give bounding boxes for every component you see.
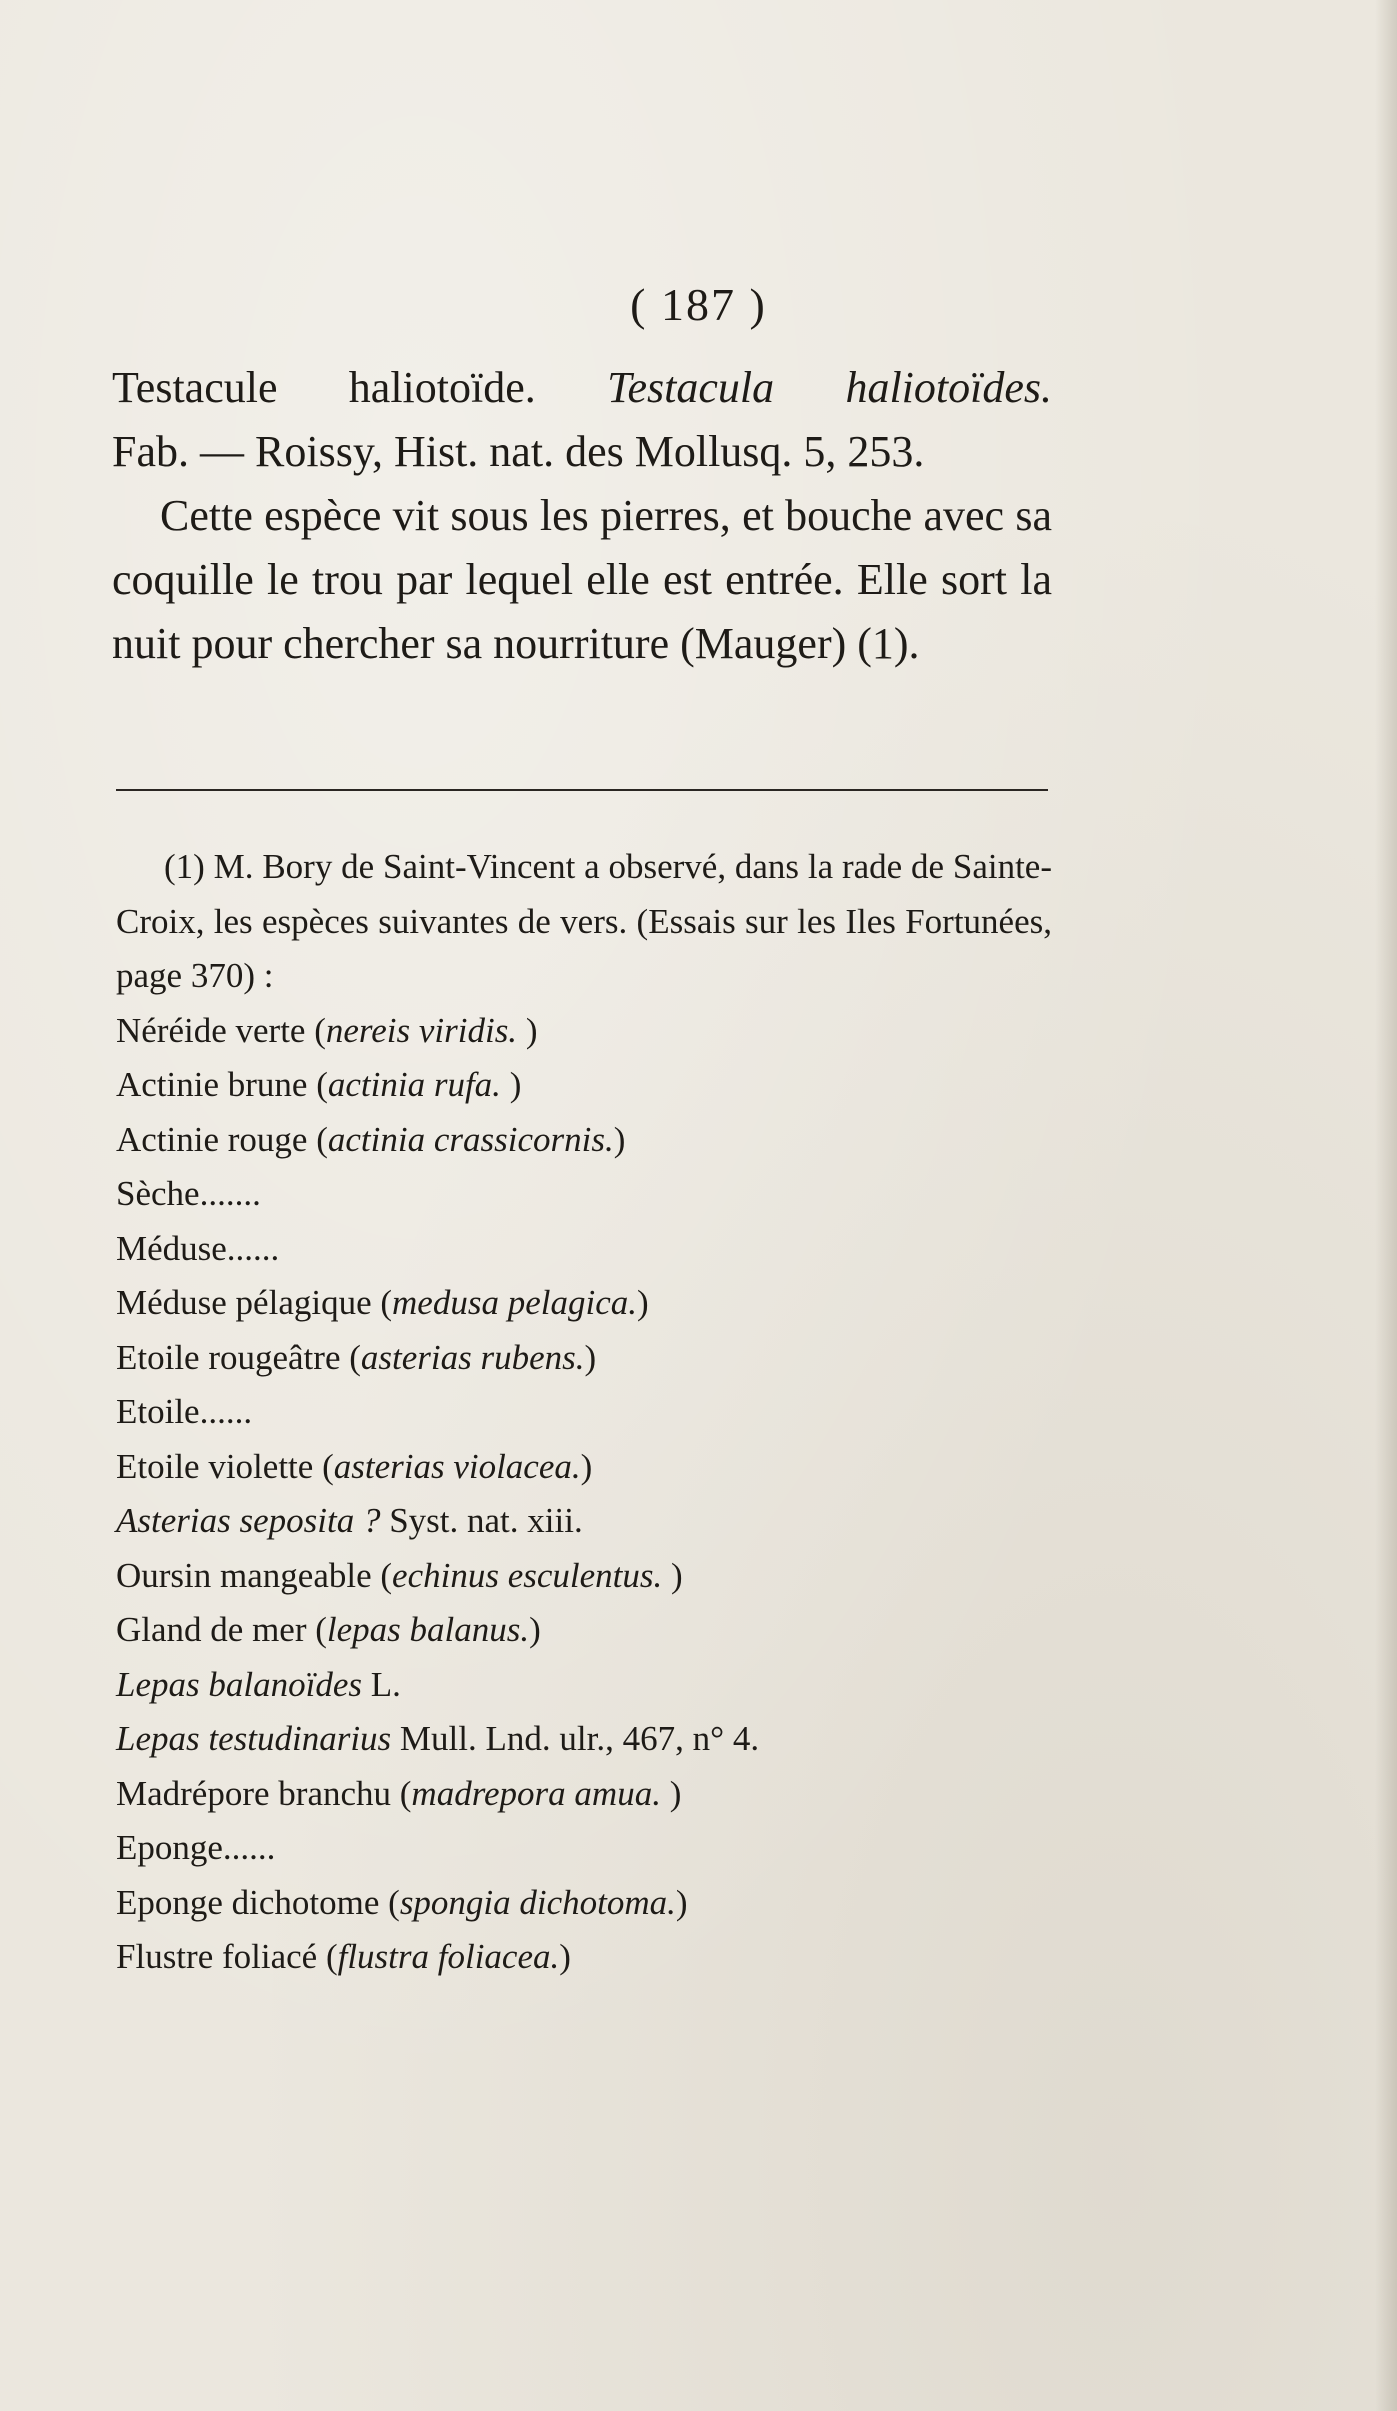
latin-name: spongia dichotoma.: [399, 1882, 676, 1922]
latin-name: Asterias seposita ?: [116, 1501, 381, 1540]
latin-name: lepas balanus.: [326, 1610, 530, 1649]
reference-text: Syst. nat. xiii.: [380, 1501, 583, 1540]
close-paren: ): [580, 1446, 593, 1486]
footnote-species-line: [116, 1603, 1052, 1658]
latin-name: actinia rufa.: [327, 1065, 501, 1104]
latin-name: asterias rubens.: [360, 1337, 585, 1377]
species-name: Etoile rougeâtre: [116, 1337, 341, 1377]
open-paren: (: [306, 1610, 327, 1649]
footnote-species-line: [116, 1658, 1052, 1713]
species-name: Actinie rouge: [116, 1119, 308, 1159]
footnote-species-line: [116, 1004, 1052, 1059]
latin-name: asterias violacea.: [333, 1446, 581, 1486]
species-heading: [112, 356, 1052, 420]
footnote-species-line: [116, 1385, 1052, 1440]
species-latin-name: Testacula haliotoïdes.: [607, 363, 1052, 412]
latin-name: madrepora amua.: [411, 1773, 661, 1813]
species-name: Gland de mer: [116, 1610, 307, 1649]
open-paren: (: [391, 1773, 412, 1813]
species-description: Cette espèce vit sous les pierres, et bouche avec sa coquille le trou par lequel elle est entrée. Elle sort la nuit pour chercher sa nourriture (Mauger) (1).: [112, 491, 1052, 668]
footnote-intro: (1) M. Bory de Saint-Vincent a observé, dans la rade de Sainte-Croix, les espèces suivantes de vers. (Essais sur les Iles Fortunées, page 370) :: [116, 847, 1052, 995]
open-paren: (: [340, 1337, 361, 1377]
footnote-species-line: [116, 1331, 1052, 1386]
close-paren: ): [584, 1337, 597, 1377]
species-name: Actinie brune: [116, 1065, 308, 1104]
species-name: Etoile violette: [116, 1446, 314, 1486]
close-paren: ): [636, 1283, 649, 1322]
close-paren: ): [517, 1010, 538, 1050]
footnote-species-line: [116, 1930, 1052, 1985]
footnote-species-line: [116, 1113, 1052, 1168]
open-paren: (: [313, 1446, 334, 1486]
species-name: Méduse......: [116, 1228, 280, 1268]
close-paren: ): [500, 1065, 522, 1104]
footnote-species-list: [116, 1004, 1052, 1985]
species-name: Oursin mangeable: [116, 1555, 372, 1595]
open-paren: (: [371, 1283, 393, 1322]
close-paren: ): [660, 1773, 682, 1813]
species-name: Eponge......: [116, 1828, 276, 1867]
footnote-species-line: [116, 1549, 1052, 1604]
page-number: ( 187 ): [630, 279, 767, 330]
species-name: Flustre foliacé: [116, 1937, 318, 1976]
species-name: Eponge dichotome: [116, 1882, 380, 1922]
latin-name: medusa pelagica.: [392, 1283, 637, 1322]
species-common-name: Testacule haliotoïde.: [112, 363, 608, 412]
close-paren: ): [662, 1555, 683, 1595]
open-paren: (: [317, 1937, 338, 1976]
species-name: Etoile......: [116, 1392, 253, 1431]
latin-name: nereis viridis.: [325, 1010, 518, 1050]
species-name: Néréide verte: [116, 1010, 306, 1050]
latin-name: echinus esculentus.: [392, 1555, 663, 1595]
open-paren: (: [371, 1555, 393, 1595]
footnote-species-line: [116, 1222, 1052, 1277]
footnote-species-line: [116, 1440, 1052, 1495]
latin-name: Lepas balanoïdes: [116, 1664, 362, 1704]
footnote: [116, 840, 1052, 1985]
footnote-species-line: [116, 1058, 1052, 1113]
footnote-species-line: [116, 1876, 1052, 1931]
open-paren: (: [307, 1119, 328, 1159]
open-paren: (: [379, 1882, 400, 1922]
footnote-species-line: [116, 1767, 1052, 1822]
footnote-species-line: [116, 1167, 1052, 1222]
open-paren: (: [305, 1010, 326, 1050]
reference-text: Mull. Lnd. ulr., 467, n° 4.: [391, 1719, 760, 1758]
page-edge-shadow: [1375, 0, 1397, 2411]
close-paren: ): [613, 1119, 626, 1159]
footnote-species-line: [116, 1276, 1052, 1331]
latin-name: flustra foliacea.: [337, 1937, 560, 1976]
close-paren: ): [529, 1610, 541, 1649]
footnote-separator-rule: [116, 789, 1048, 791]
latin-name: actinia crassicornis.: [327, 1119, 614, 1159]
species-reference: Fab. — Roissy, Hist. nat. des Mollusq. 5, 253.: [112, 427, 925, 476]
species-name: Méduse pélagique: [116, 1283, 372, 1322]
close-paren: ): [675, 1882, 688, 1922]
footnote-species-line: [116, 1821, 1052, 1876]
open-paren: (: [307, 1065, 328, 1104]
footnote-species-line: [116, 1712, 1052, 1767]
footnote-species-line: [116, 1494, 1052, 1549]
main-text: [112, 356, 1052, 676]
reference-text: L.: [361, 1664, 401, 1704]
latin-name: Lepas testudinarius: [116, 1719, 392, 1758]
species-name: Madrépore branchu: [116, 1773, 392, 1813]
species-name: Sèche.......: [116, 1174, 261, 1213]
close-paren: ): [559, 1937, 571, 1976]
